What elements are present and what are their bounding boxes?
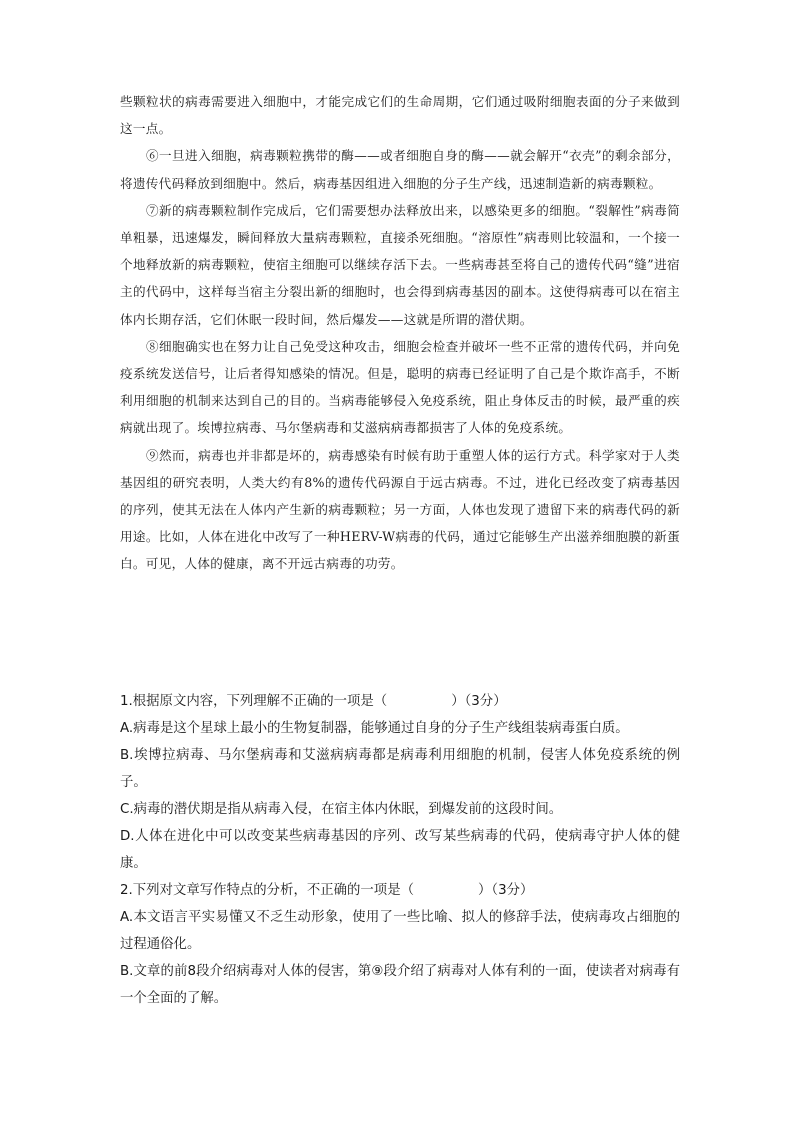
question-1-option-d: D.人体在进化中可以改变某些病毒基因的序列、改写某些病毒的代码，使病毒守护人体的健康。 bbox=[120, 829, 680, 871]
paragraph-6: ⑥一旦进入细胞，病毒颗粒携带的酶——或者细胞自身的酶——就会解开“衣壳”的剩余部分，将遗传代码释放到细胞中。然后，病毒基因组进入细胞的分子生产线，迅速制造新的病毒颗粒。 bbox=[120, 148, 680, 191]
passage-body bbox=[120, 88, 680, 578]
question-2-option-b: B.文章的前8段介绍病毒对人体的侵害，第⑨段介绍了病毒对人体有利的一面，使读者对病毒有一个全面的了解。 bbox=[120, 964, 680, 1006]
question-2-stem bbox=[120, 877, 680, 904]
paragraph-9: ⑨然而，病毒也并非都是坏的，病毒感染有时候有助于重塑人体的运行方式。科学家对于人类基因组的研究表明，人类大约有8%的遗传代码源自于远古病毒。不过，进化已经改变了病毒基因的序列，使其无法在人体内产生新的病毒颗粒；另一方面，人体也发现了遗留下来的病毒代码的新用途。比如，人体在进化中改写了一种HERV-W病毒的代码，通过它能够生产出滋养细胞膜的新蛋白。可见，人体的健康，离不开远古病毒的功劳。 bbox=[120, 447, 680, 572]
question-1-option-b: B.埃博拉病毒、马尔堡病毒和艾滋病病毒都是病毒利用细胞的机制，侵害人体免疫系统的例子。 bbox=[120, 748, 680, 790]
question-2-stem-start: 2.下列对文章写作特点的分析，不正确的一项是（ bbox=[120, 883, 414, 898]
question-1-stem-end: ）（3分） bbox=[451, 694, 507, 709]
question-1-option-c: C.病毒的潜伏期是指从病毒入侵，在宿主体内休眠，到爆发前的这段时间。 bbox=[120, 802, 563, 817]
question-1-stem-start: 1.根据原文内容，下列理解不正确的一项是（ bbox=[120, 694, 388, 709]
question-1-option-a: A.病毒是这个星球上最小的生物复制器，能够通过自身的分子生产线组装病毒蛋白质。 bbox=[120, 721, 629, 736]
paragraph-7: ⑦新的病毒颗粒制作完成后，它们需要想办法释放出来，以感染更多的细胞。“裂解性”病毒简单粗暴，迅速爆发，瞬间释放大量病毒颗粒，直接杀死细胞。“溶原性”病毒则比较温和，一个接一个地释放新的病毒颗粒，使宿主细胞可以继续存活下去。一些病毒甚至将自己的遗传代码“缝”进宿主的代码中，这样每当宿主分裂出新的细胞时，也会得到病毒基因的副本。这使得病毒可以在宿主体内长期存活，它们休眠一段时间，然后爆发——这就是所谓的潜伏期。 bbox=[120, 202, 680, 327]
question-section bbox=[120, 688, 680, 1012]
question-2-option-a: A.本文语言平实易懂又不乏生动形象，使用了一些比喻、拟人的修辞手法，使病毒攻占细胞的过程通俗化。 bbox=[120, 910, 680, 952]
question-1-stem bbox=[120, 688, 680, 715]
paragraph-8: ⑧细胞确实也在努力让自己免受这种攻击，细胞会检查并破坏一些不正常的遗传代码，并向免疫系统发送信号，让后者得知感染的情况。但是，聪明的病毒已经证明了自己是个欺诈高手，不断利用细胞的机制来达到自己的目的。当病毒能够侵入免疫系统，阻止身体反击的时候，最严重的疾病就出现了。埃博拉病毒、马尔堡病毒和艾滋病病毒都损害了人体的免疫系统。 bbox=[120, 338, 680, 436]
paragraph-continued: 些颗粒状的病毒需要进入细胞中，才能完成它们的生命周期，它们通过吸附细胞表面的分子来做到这一点。 bbox=[120, 94, 680, 137]
question-2-stem-end: ）（3分） bbox=[477, 883, 534, 898]
